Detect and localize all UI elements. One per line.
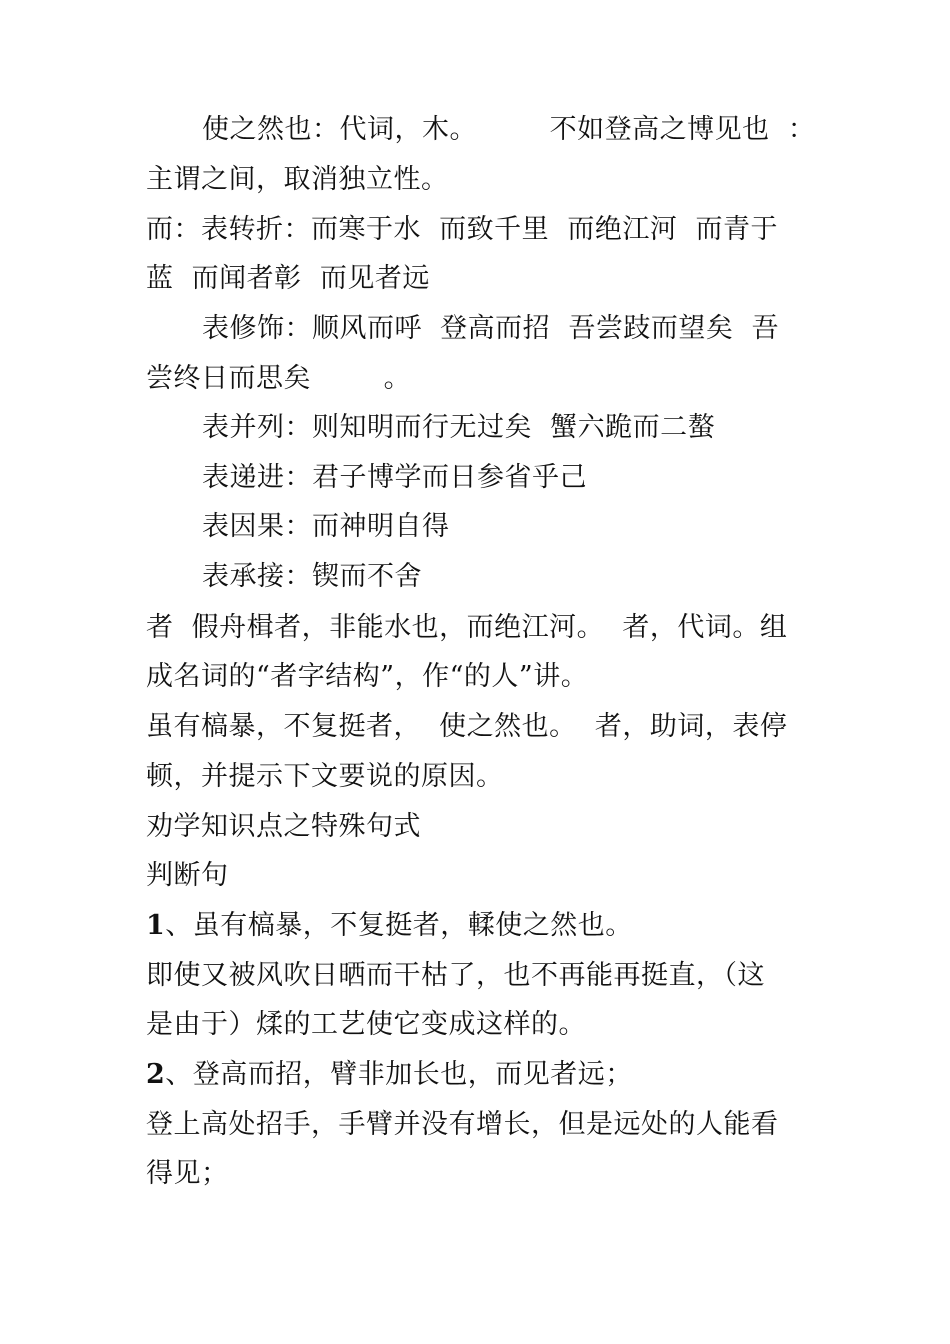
text-line: 即使又被风吹日晒而干枯了，也不再能再挺直，（这	[146, 960, 765, 991]
text-line: 成名词的“者字结构”，作“的人”讲。	[146, 661, 589, 692]
text-line: 使之然也：代词，木。 不如登高之博见也 ：	[202, 114, 816, 145]
item-separator: 、	[165, 1059, 193, 1090]
subsection-heading: 判断句	[146, 860, 229, 891]
text-line: 尝终日而思矣 。	[146, 363, 412, 394]
text-line: 虽有槁暴，不复挺者， 使之然也。 者，助词，表停	[146, 711, 788, 742]
text-line: 登上高处招手，手臂并没有增长，但是远处的人能看	[146, 1109, 779, 1140]
item-number: 1	[146, 910, 166, 941]
item-text: 登高而招，臂非加长也，而见者远；	[192, 1059, 633, 1090]
item-number: 2	[146, 1059, 166, 1090]
text-line: 者 假舟楫者，非能水也，而绝江河。 者，代词。组	[146, 612, 788, 643]
item-text: 虽有槁暴，不复挺者，輮使之然也。	[192, 910, 633, 941]
text-line: 表并列：则知明而行无过矣 蟹六跪而二螯	[202, 412, 716, 443]
numbered-item	[146, 1058, 633, 1092]
text-line: 表因果：而神明自得	[202, 511, 450, 542]
numbered-item	[146, 909, 633, 943]
text-line: 而：表转折：而寒于水 而致千里 而绝江河 而青于	[146, 214, 778, 245]
item-separator: 、	[165, 910, 193, 941]
text-line: 顿，并提示下文要说的原因。	[146, 761, 504, 792]
text-line: 蓝 而闻者彰 而见者远	[146, 263, 430, 294]
text-line: 得见；	[146, 1158, 229, 1189]
text-line: 主谓之间，取消独立性。	[146, 164, 449, 195]
text-line: 表承接：锲而不舍	[202, 561, 422, 592]
section-heading: 劝学知识点之特殊句式	[146, 811, 421, 842]
text-line: 表修饰：顺风而呼 登高而招 吾尝跂而望矣 吾	[202, 313, 779, 344]
text-line: 表递进：君子博学而日参省乎己	[202, 462, 587, 493]
text-line: 是由于）煣的工艺使它变成这样的。	[146, 1009, 586, 1040]
